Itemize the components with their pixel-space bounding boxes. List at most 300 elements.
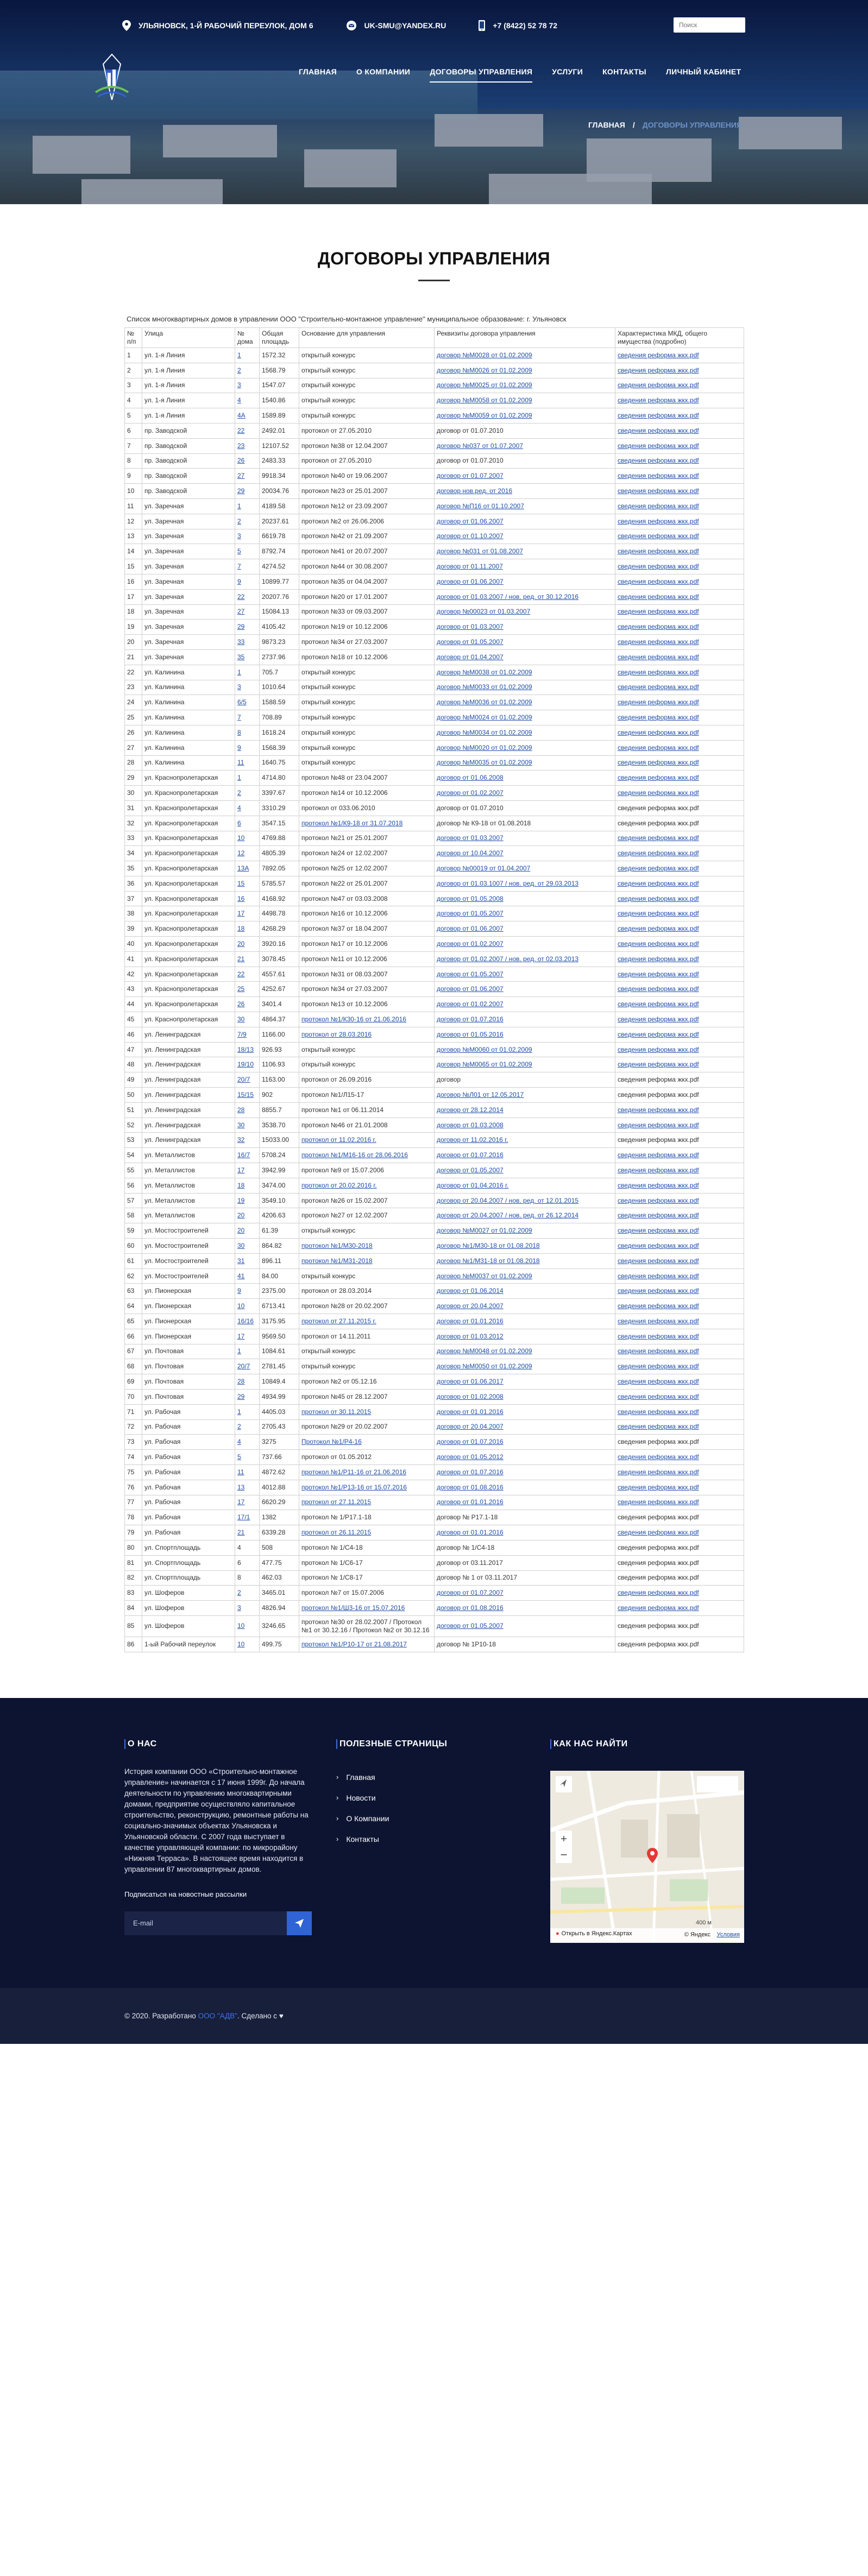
contract-link[interactable]: договор №М0024 от 01.02.2009 xyxy=(437,714,532,722)
house-number-link[interactable]: 33 xyxy=(237,638,245,646)
house-number-cell[interactable] xyxy=(235,1117,260,1133)
details-cell[interactable] xyxy=(615,635,744,650)
house-number-cell[interactable] xyxy=(235,438,260,453)
contract-cell[interactable] xyxy=(435,1615,615,1637)
basis-cell[interactable] xyxy=(299,1435,435,1450)
contract-link[interactable]: договор от 01.02.2008 xyxy=(437,1392,504,1400)
house-number-link[interactable]: 11 xyxy=(237,1468,244,1476)
house-number-link[interactable]: 19 xyxy=(237,1196,245,1204)
search-box[interactable] xyxy=(674,17,745,33)
house-number-link[interactable]: 22 xyxy=(237,592,245,601)
contract-cell[interactable] xyxy=(435,921,615,937)
details-link[interactable]: сведения реформа жкх.pdf xyxy=(618,1468,699,1476)
details-cell[interactable] xyxy=(615,740,744,755)
house-number-link[interactable]: 9 xyxy=(237,1287,241,1295)
map-canvas[interactable] xyxy=(550,1771,744,1943)
contract-link[interactable]: договор от 01.06.2017 xyxy=(437,1378,504,1386)
details-cell[interactable] xyxy=(615,620,744,635)
nav-home[interactable]: ГЛАВНАЯ xyxy=(299,67,337,76)
details-link[interactable]: сведения реформа жкх.pdf xyxy=(618,487,699,495)
basis-cell[interactable] xyxy=(299,1464,435,1480)
breadcrumb-home[interactable]: ГЛАВНАЯ xyxy=(588,121,625,129)
house-number-cell[interactable] xyxy=(235,378,260,393)
basis-cell[interactable] xyxy=(299,1027,435,1042)
house-number-cell[interactable] xyxy=(235,1419,260,1435)
contract-link[interactable]: договор от 01.06.2007 xyxy=(437,925,504,933)
details-cell[interactable] xyxy=(615,1042,744,1057)
contract-cell[interactable] xyxy=(435,1133,615,1148)
contract-link[interactable]: договор №Л01 от 12.05.2017 xyxy=(437,1090,524,1098)
house-number-cell[interactable] xyxy=(235,1450,260,1465)
details-cell[interactable] xyxy=(615,1193,744,1208)
details-link[interactable]: сведения реформа жкх.pdf xyxy=(618,1030,699,1038)
contract-link[interactable]: договор от 01.02.2007 xyxy=(437,789,504,797)
contract-link[interactable]: договор от 01.05.2007 xyxy=(437,1622,504,1630)
contract-link[interactable]: договор от 01.07.2016 xyxy=(437,1151,504,1159)
details-cell[interactable] xyxy=(615,1208,744,1223)
house-number-link[interactable]: 4 xyxy=(237,396,241,405)
contract-link[interactable]: договор от 01.03.2007 / нов. ред. от 30.12.2016 xyxy=(437,592,579,601)
contract-cell[interactable] xyxy=(435,1374,615,1390)
house-number-cell[interactable] xyxy=(235,786,260,801)
details-cell[interactable] xyxy=(615,1480,744,1495)
house-number-link[interactable]: 20/7 xyxy=(237,1076,250,1084)
house-number-link[interactable]: 9 xyxy=(237,577,241,585)
contract-link[interactable]: договор от 01.10.2007 xyxy=(437,532,504,540)
house-number-link[interactable]: 25 xyxy=(237,985,245,993)
details-link[interactable]: сведения реформа жкх.pdf xyxy=(618,472,699,480)
contract-cell[interactable] xyxy=(435,1042,615,1057)
nav-services[interactable]: УСЛУГИ xyxy=(552,67,583,76)
contract-cell[interactable] xyxy=(435,529,615,544)
details-link[interactable]: сведения реформа жкх.pdf xyxy=(618,955,699,963)
details-link[interactable]: сведения реформа жкх.pdf xyxy=(618,1589,699,1597)
details-link[interactable]: сведения реформа жкх.pdf xyxy=(618,1196,699,1204)
house-number-cell[interactable] xyxy=(235,800,260,816)
house-number-link[interactable]: 4А xyxy=(237,412,246,420)
contract-cell[interactable] xyxy=(435,1027,615,1042)
house-number-link[interactable]: 12 xyxy=(237,849,245,857)
details-link[interactable]: сведения реформа жкх.pdf xyxy=(618,1453,699,1461)
subscribe-email-input[interactable]: E-mail xyxy=(124,1911,287,1935)
house-number-cell[interactable] xyxy=(235,1148,260,1163)
house-number-link[interactable]: 21 xyxy=(237,955,245,963)
contract-link[interactable]: договор от 01.05.2007 xyxy=(437,910,504,918)
contract-cell[interactable] xyxy=(435,1057,615,1072)
house-number-cell[interactable] xyxy=(235,1163,260,1178)
details-link[interactable]: сведения реформа жкх.pdf xyxy=(618,1045,699,1053)
contract-cell[interactable] xyxy=(435,363,615,378)
details-link[interactable]: сведения реформа жкх.pdf xyxy=(618,1423,699,1431)
details-cell[interactable] xyxy=(615,725,744,740)
house-number-cell[interactable] xyxy=(235,1435,260,1450)
contract-cell[interactable] xyxy=(435,408,615,424)
house-number-link[interactable]: 10 xyxy=(237,1302,245,1310)
contract-cell[interactable] xyxy=(435,393,615,408)
contract-link[interactable]: договор от 20.04.2007 xyxy=(437,1423,504,1431)
contract-link[interactable]: договор от 01.08.2016 xyxy=(437,1604,504,1612)
details-cell[interactable] xyxy=(615,1148,744,1163)
house-number-cell[interactable] xyxy=(235,1495,260,1510)
details-cell[interactable] xyxy=(615,423,744,438)
details-link[interactable]: сведения реформа жкх.pdf xyxy=(618,396,699,405)
contract-link[interactable]: договор от 11.02.2016 г. xyxy=(437,1136,508,1144)
contract-link[interactable]: договор №М0033 от 01.02.2009 xyxy=(437,683,532,691)
contract-link[interactable]: договор от 01.01.2016 xyxy=(437,1498,504,1506)
house-number-link[interactable]: 29 xyxy=(237,487,245,495)
details-link[interactable]: сведения реформа жкх.pdf xyxy=(618,985,699,993)
contract-cell[interactable] xyxy=(435,1314,615,1329)
contract-cell[interactable] xyxy=(435,1495,615,1510)
details-cell[interactable] xyxy=(615,1404,744,1419)
details-link[interactable]: сведения реформа жкх.pdf xyxy=(618,1015,699,1023)
details-link[interactable]: сведения реформа жкх.pdf xyxy=(618,668,699,676)
house-number-link[interactable]: 1 xyxy=(237,774,241,782)
house-number-cell[interactable] xyxy=(235,649,260,665)
details-link[interactable]: сведения реформа жкх.pdf xyxy=(618,970,699,978)
house-number-link[interactable]: 5 xyxy=(237,1453,241,1461)
details-cell[interactable] xyxy=(615,1464,744,1480)
house-number-link[interactable]: 15/15 xyxy=(237,1090,254,1098)
contract-link[interactable]: договор от 01.02.2007 xyxy=(437,1000,504,1008)
details-link[interactable]: сведения реформа жкх.pdf xyxy=(618,623,699,631)
details-cell[interactable] xyxy=(615,1102,744,1117)
house-number-link[interactable]: 2 xyxy=(237,366,241,374)
contract-link[interactable]: договор №М0058 от 01.02.2009 xyxy=(437,396,532,405)
details-cell[interactable] xyxy=(615,604,744,620)
contract-cell[interactable] xyxy=(435,1329,615,1344)
house-number-cell[interactable] xyxy=(235,620,260,635)
house-number-link[interactable]: 17 xyxy=(237,1498,245,1506)
contract-cell[interactable] xyxy=(435,1163,615,1178)
details-cell[interactable] xyxy=(615,1253,744,1268)
details-cell[interactable] xyxy=(615,1314,744,1329)
house-number-link[interactable]: 20 xyxy=(237,1227,245,1235)
house-number-link[interactable]: 13А xyxy=(237,864,249,872)
contract-link[interactable]: договор от 01.01.2016 xyxy=(437,1317,504,1325)
contract-cell[interactable] xyxy=(435,1117,615,1133)
contract-cell[interactable] xyxy=(435,1239,615,1254)
details-link[interactable]: сведения реформа жкх.pdf xyxy=(618,939,699,948)
basis-link[interactable]: протокол №1/М16-16 от 28.06.2016 xyxy=(301,1151,408,1159)
house-number-link[interactable]: 22 xyxy=(237,426,245,434)
house-number-link[interactable]: 17 xyxy=(237,1166,245,1174)
house-number-cell[interactable] xyxy=(235,846,260,861)
house-number-cell[interactable] xyxy=(235,710,260,725)
details-link[interactable]: сведения реформа жкх.pdf xyxy=(618,608,699,616)
house-number-link[interactable]: 4 xyxy=(237,1438,241,1446)
details-link[interactable]: сведения реформа жкх.pdf xyxy=(618,774,699,782)
details-cell[interactable] xyxy=(615,1359,744,1374)
details-cell[interactable] xyxy=(615,348,744,363)
basis-link[interactable]: протокол №1/Р13-16 от 15.07.2016 xyxy=(301,1483,407,1491)
details-link[interactable]: сведения реформа жкх.pdf xyxy=(618,879,699,887)
details-cell[interactable] xyxy=(615,378,744,393)
house-number-cell[interactable] xyxy=(235,1133,260,1148)
contract-cell[interactable] xyxy=(435,1284,615,1299)
house-number-cell[interactable] xyxy=(235,423,260,438)
basis-cell[interactable] xyxy=(299,1133,435,1148)
details-cell[interactable] xyxy=(615,921,744,937)
contract-cell[interactable] xyxy=(435,498,615,514)
details-cell[interactable] xyxy=(615,363,744,378)
house-number-cell[interactable] xyxy=(235,1525,260,1540)
contract-link[interactable]: договор от 01.02.2007 xyxy=(437,939,504,948)
contract-link[interactable]: договор от 01.06.2008 xyxy=(437,774,504,782)
contract-link[interactable]: договор от 01.03.2007 xyxy=(437,623,504,631)
details-link[interactable]: сведения реформа жкх.pdf xyxy=(618,894,699,902)
house-number-cell[interactable] xyxy=(235,1314,260,1329)
details-link[interactable]: сведения реформа жкх.pdf xyxy=(618,638,699,646)
details-cell[interactable] xyxy=(615,1374,744,1390)
house-number-link[interactable]: 2 xyxy=(237,1589,241,1597)
house-number-link[interactable]: 30 xyxy=(237,1241,245,1249)
details-link[interactable]: сведения реформа жкх.pdf xyxy=(618,714,699,722)
details-cell[interactable] xyxy=(615,1239,744,1254)
house-number-link[interactable]: 26 xyxy=(237,1000,245,1008)
house-number-link[interactable]: 16/16 xyxy=(237,1317,254,1325)
contract-cell[interactable] xyxy=(435,1253,615,1268)
basis-link[interactable]: Протокол №1/Р4-16 xyxy=(301,1438,362,1446)
house-number-cell[interactable] xyxy=(235,1510,260,1525)
details-cell[interactable] xyxy=(615,498,744,514)
details-link[interactable]: сведения реформа жкх.pdf xyxy=(618,1211,699,1220)
house-number-link[interactable]: 10 xyxy=(237,834,245,842)
details-link[interactable]: сведения реформа жкх.pdf xyxy=(618,683,699,691)
basis-cell[interactable] xyxy=(299,1495,435,1510)
map-terms-link[interactable]: Условия xyxy=(716,1931,740,1938)
house-number-link[interactable]: 29 xyxy=(237,623,245,631)
house-number-cell[interactable] xyxy=(235,1464,260,1480)
contract-cell[interactable] xyxy=(435,1178,615,1193)
footer-link-about[interactable] xyxy=(336,1814,447,1823)
house-number-cell[interactable] xyxy=(235,1208,260,1223)
details-link[interactable]: сведения реформа жкх.pdf xyxy=(618,653,699,661)
details-cell[interactable] xyxy=(615,997,744,1012)
house-number-cell[interactable] xyxy=(235,695,260,710)
contract-link[interactable]: договор от 28.12.2014 xyxy=(437,1106,504,1114)
house-number-cell[interactable] xyxy=(235,876,260,891)
contract-cell[interactable] xyxy=(435,1601,615,1616)
details-cell[interactable] xyxy=(615,514,744,529)
details-link[interactable]: сведения реформа жкх.pdf xyxy=(618,1227,699,1235)
house-number-link[interactable]: 10 xyxy=(237,1622,245,1630)
house-number-link[interactable]: 6/5 xyxy=(237,698,247,706)
contract-cell[interactable] xyxy=(435,1586,615,1601)
house-number-cell[interactable] xyxy=(235,408,260,424)
nav-account[interactable]: ЛИЧНЫЙ КАБИНЕТ xyxy=(665,67,741,76)
details-cell[interactable] xyxy=(615,1299,744,1314)
contract-cell[interactable] xyxy=(435,831,615,846)
house-number-cell[interactable] xyxy=(235,604,260,620)
details-cell[interactable] xyxy=(615,906,744,921)
contract-cell[interactable] xyxy=(435,438,615,453)
contract-link[interactable]: договор от 01.07.2016 xyxy=(437,1015,504,1023)
details-cell[interactable] xyxy=(615,710,744,725)
details-cell[interactable] xyxy=(615,1284,744,1299)
contract-cell[interactable] xyxy=(435,786,615,801)
contract-link[interactable]: договор №031 от 01.08.2007 xyxy=(437,547,523,555)
contract-cell[interactable] xyxy=(435,1223,615,1239)
contract-cell[interactable] xyxy=(435,846,615,861)
house-number-link[interactable]: 2 xyxy=(237,1423,241,1431)
house-number-cell[interactable] xyxy=(235,816,260,831)
contract-cell[interactable] xyxy=(435,1480,615,1495)
details-cell[interactable] xyxy=(615,771,744,786)
details-cell[interactable] xyxy=(615,438,744,453)
house-number-cell[interactable] xyxy=(235,589,260,604)
house-number-cell[interactable] xyxy=(235,997,260,1012)
details-cell[interactable] xyxy=(615,1389,744,1404)
contract-link[interactable]: договор от 01.07.2007 xyxy=(437,472,504,480)
contract-link[interactable]: договор от 01.05.2008 xyxy=(437,894,504,902)
contract-link[interactable]: договор от 01.06.2007 xyxy=(437,517,504,525)
contract-link[interactable]: договор от 01.04.2007 xyxy=(437,653,504,661)
details-cell[interactable] xyxy=(615,891,744,906)
contract-link[interactable]: договор №1/М31-18 от 01.08.2018 xyxy=(437,1257,540,1265)
house-number-cell[interactable] xyxy=(235,1374,260,1390)
basis-cell[interactable] xyxy=(299,1525,435,1540)
contract-cell[interactable] xyxy=(435,725,615,740)
details-link[interactable]: сведения реформа жкх.pdf xyxy=(618,1332,699,1340)
basis-cell[interactable] xyxy=(299,1314,435,1329)
contract-link[interactable]: договор от 01.07.2016 xyxy=(437,1438,504,1446)
contract-cell[interactable] xyxy=(435,1088,615,1103)
house-number-cell[interactable] xyxy=(235,665,260,680)
details-link[interactable]: сведения реформа жкх.pdf xyxy=(618,426,699,434)
contract-cell[interactable] xyxy=(435,1012,615,1027)
house-number-link[interactable]: 6 xyxy=(237,819,241,827)
house-number-cell[interactable] xyxy=(235,1193,260,1208)
details-cell[interactable] xyxy=(615,574,744,589)
house-number-link[interactable]: 1 xyxy=(237,351,241,359)
email-block[interactable] xyxy=(346,21,446,30)
details-cell[interactable] xyxy=(615,453,744,469)
basis-link[interactable]: протокол №1/М31-2018 xyxy=(301,1257,373,1265)
details-cell[interactable] xyxy=(615,408,744,424)
house-number-link[interactable]: 4 xyxy=(237,804,241,812)
contract-cell[interactable] xyxy=(435,574,615,589)
details-link[interactable]: сведения реформа жкх.pdf xyxy=(618,412,699,420)
house-number-cell[interactable] xyxy=(235,514,260,529)
house-number-link[interactable]: 20/7 xyxy=(237,1362,250,1371)
house-number-link[interactable]: 10 xyxy=(237,1640,245,1648)
contract-cell[interactable] xyxy=(435,1148,615,1163)
house-number-link[interactable]: 19/10 xyxy=(237,1060,254,1069)
contract-cell[interactable] xyxy=(435,589,615,604)
map-open-link[interactable] xyxy=(556,1930,632,1937)
house-number-link[interactable]: 31 xyxy=(237,1257,245,1265)
house-number-link[interactable]: 18 xyxy=(237,925,245,933)
house-number-link[interactable]: 5 xyxy=(237,547,241,555)
contract-link[interactable]: договор №00019 от 01.04.2007 xyxy=(437,864,531,872)
house-number-cell[interactable] xyxy=(235,861,260,876)
details-link[interactable]: сведения реформа жкх.pdf xyxy=(618,457,699,465)
house-number-link[interactable]: 22 xyxy=(237,970,245,978)
house-number-cell[interactable] xyxy=(235,1389,260,1404)
basis-cell[interactable] xyxy=(299,1148,435,1163)
company-logo[interactable] xyxy=(92,53,131,101)
details-link[interactable]: сведения реформа жкх.pdf xyxy=(618,1498,699,1506)
basis-link[interactable]: протокол от 28.03.2016 xyxy=(301,1030,372,1038)
contract-cell[interactable] xyxy=(435,1193,615,1208)
contract-link[interactable]: договор №1/М30-18 от 01.08.2018 xyxy=(437,1241,540,1249)
house-number-cell[interactable] xyxy=(235,1178,260,1193)
contract-cell[interactable] xyxy=(435,1299,615,1314)
house-number-cell[interactable] xyxy=(235,1072,260,1088)
details-cell[interactable] xyxy=(615,1027,744,1042)
house-number-cell[interactable] xyxy=(235,1284,260,1299)
house-number-cell[interactable] xyxy=(235,469,260,484)
details-link[interactable]: сведения реформа жкх.pdf xyxy=(618,1378,699,1386)
house-number-link[interactable]: 9 xyxy=(237,743,241,752)
details-link[interactable]: сведения реформа жкх.pdf xyxy=(618,1529,699,1537)
nav-about[interactable]: О КОМПАНИИ xyxy=(356,67,411,76)
basis-link[interactable]: протокол от 27.11.2015 г. xyxy=(301,1317,376,1325)
details-link[interactable]: сведения реформа жкх.pdf xyxy=(618,1287,699,1295)
contract-cell[interactable] xyxy=(435,861,615,876)
contract-cell[interactable] xyxy=(435,1450,615,1465)
contract-cell[interactable] xyxy=(435,1102,615,1117)
details-link[interactable]: сведения реформа жкх.pdf xyxy=(618,1272,699,1280)
house-number-link[interactable]: 3 xyxy=(237,381,241,389)
contract-cell[interactable] xyxy=(435,1464,615,1480)
house-number-link[interactable]: 18/13 xyxy=(237,1045,254,1053)
details-cell[interactable] xyxy=(615,1450,744,1465)
details-link[interactable]: сведения реформа жкх.pdf xyxy=(618,577,699,585)
details-link[interactable]: сведения реформа жкх.pdf xyxy=(618,834,699,842)
contract-link[interactable]: договор №М0065 от 01.02.2009 xyxy=(437,1060,532,1069)
nav-contacts[interactable]: КОНТАКТЫ xyxy=(602,67,646,76)
contract-link[interactable]: договор №П16 от 01.10.2007 xyxy=(437,502,524,510)
house-number-cell[interactable] xyxy=(235,559,260,574)
details-link[interactable]: сведения реформа жкх.pdf xyxy=(618,547,699,555)
house-number-link[interactable]: 16 xyxy=(237,894,245,902)
details-cell[interactable] xyxy=(615,876,744,891)
details-link[interactable]: сведения реформа жкх.pdf xyxy=(618,1241,699,1249)
house-number-cell[interactable] xyxy=(235,1042,260,1057)
details-link[interactable]: сведения реформа жкх.pdf xyxy=(618,1407,699,1416)
contract-link[interactable]: договор №00023 от 01.03.2007 xyxy=(437,608,531,616)
details-cell[interactable] xyxy=(615,846,744,861)
house-number-cell[interactable] xyxy=(235,1586,260,1601)
details-link[interactable]: сведения реформа жкх.pdf xyxy=(618,1392,699,1400)
details-cell[interactable] xyxy=(615,1525,744,1540)
details-cell[interactable] xyxy=(615,695,744,710)
house-number-cell[interactable] xyxy=(235,982,260,997)
contract-link[interactable]: договор от 01.05.2007 xyxy=(437,970,504,978)
contract-link[interactable]: договор от 01.07.2016 xyxy=(437,1468,504,1476)
details-link[interactable]: сведения реформа жкх.pdf xyxy=(618,1181,699,1189)
details-cell[interactable] xyxy=(615,1012,744,1027)
house-number-cell[interactable] xyxy=(235,348,260,363)
basis-link[interactable]: протокол №1/Ш3-16 от 15.07.2016 xyxy=(301,1604,405,1612)
house-number-cell[interactable] xyxy=(235,1239,260,1254)
house-number-cell[interactable] xyxy=(235,635,260,650)
contract-link[interactable]: договор №М0037 от 01.02.2009 xyxy=(437,1272,532,1280)
details-link[interactable]: сведения реформа жкх.pdf xyxy=(618,925,699,933)
details-cell[interactable] xyxy=(615,559,744,574)
contract-cell[interactable] xyxy=(435,1419,615,1435)
house-number-link[interactable]: 32 xyxy=(237,1136,245,1144)
details-link[interactable]: сведения реформа жкх.pdf xyxy=(618,381,699,389)
contract-cell[interactable] xyxy=(435,544,615,559)
house-number-cell[interactable] xyxy=(235,453,260,469)
contract-cell[interactable] xyxy=(435,967,615,982)
details-cell[interactable] xyxy=(615,967,744,982)
contract-cell[interactable] xyxy=(435,680,615,695)
contract-cell[interactable] xyxy=(435,514,615,529)
